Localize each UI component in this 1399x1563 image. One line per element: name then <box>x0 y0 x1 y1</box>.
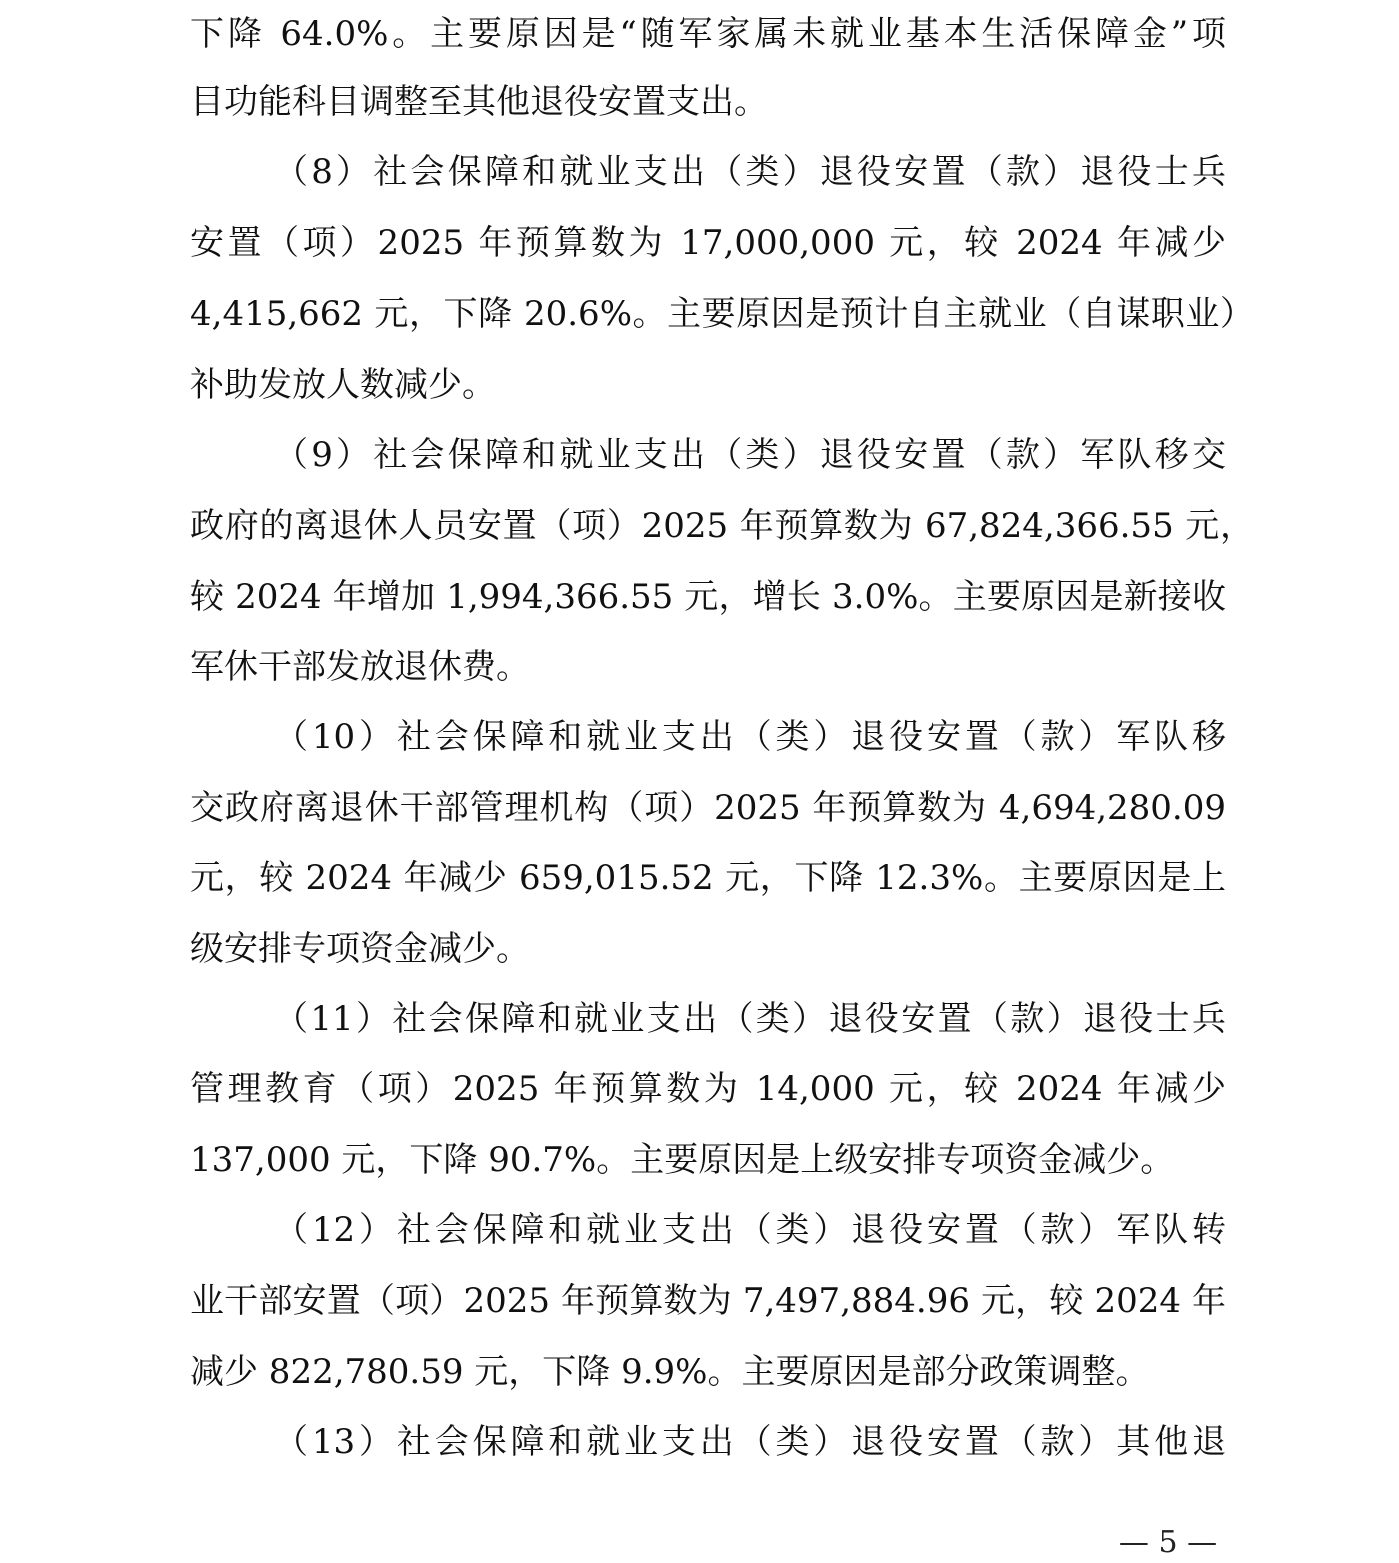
paragraph-8-heading-line: （8）社会保障和就业支出（类）退役安置（款）退役士兵 <box>274 152 1226 192</box>
paragraph-12-heading-line: （12）社会保障和就业支出（类）退役安置（款）军队转 <box>274 1210 1226 1250</box>
text-line: 目功能科目调整至其他退役安置支出。 <box>190 82 768 122</box>
text-line: 补助发放人数减少。 <box>190 365 496 405</box>
text-line: 管理教育（项）2025 年预算数为 14,000 元，较 2024 年减少 <box>190 1069 1226 1109</box>
text-line: 较 2024 年增加 1,994,366.55 元，增长 3.0%。主要原因是新接收 <box>190 577 1226 617</box>
text-line: 军休干部发放退休费。 <box>190 647 530 687</box>
text-line: 交政府离退休干部管理机构（项）2025 年预算数为 4,694,280.09 <box>190 788 1226 828</box>
text-line: 政府的离退休人员安置（项）2025 年预算数为 67,824,366.55 元， <box>190 506 1254 546</box>
page-number: — 5 — <box>1118 1525 1218 1560</box>
paragraph-13-heading-line: （13）社会保障和就业支出（类）退役安置（款）其他退 <box>274 1422 1226 1462</box>
paragraph-9-heading-line: （9）社会保障和就业支出（类）退役安置（款）军队移交 <box>274 435 1226 475</box>
text-line: 137,000 元，下降 90.7%。主要原因是上级安排专项资金减少。 <box>190 1140 1175 1180</box>
paragraph-10-heading-line: （10）社会保障和就业支出（类）退役安置（款）军队移 <box>274 717 1226 757</box>
text-line: 4,415,662 元，下降 20.6%。主要原因是预计自主就业（自谋职业） <box>190 294 1254 334</box>
text-line: 级安排专项资金减少。 <box>190 929 530 969</box>
paragraph-11-heading-line: （11）社会保障和就业支出（类）退役安置（款）退役士兵 <box>274 999 1226 1039</box>
text-line: 元，较 2024 年减少 659,015.52 元，下降 12.3%。主要原因是上 <box>190 858 1226 898</box>
text-line: 业干部安置（项）2025 年预算数为 7,497,884.96 元，较 2024 年 <box>190 1281 1226 1321</box>
text-line: 下降 64.0%。主要原因是“随军家属未就业基本生活保障金”项 <box>190 14 1226 54</box>
text-line: 安置（项）2025 年预算数为 17,000,000 元，较 2024 年减少 <box>190 223 1226 263</box>
text-line: 减少 822,780.59 元，下降 9.9%。主要原因是部分政策调整。 <box>190 1352 1150 1392</box>
